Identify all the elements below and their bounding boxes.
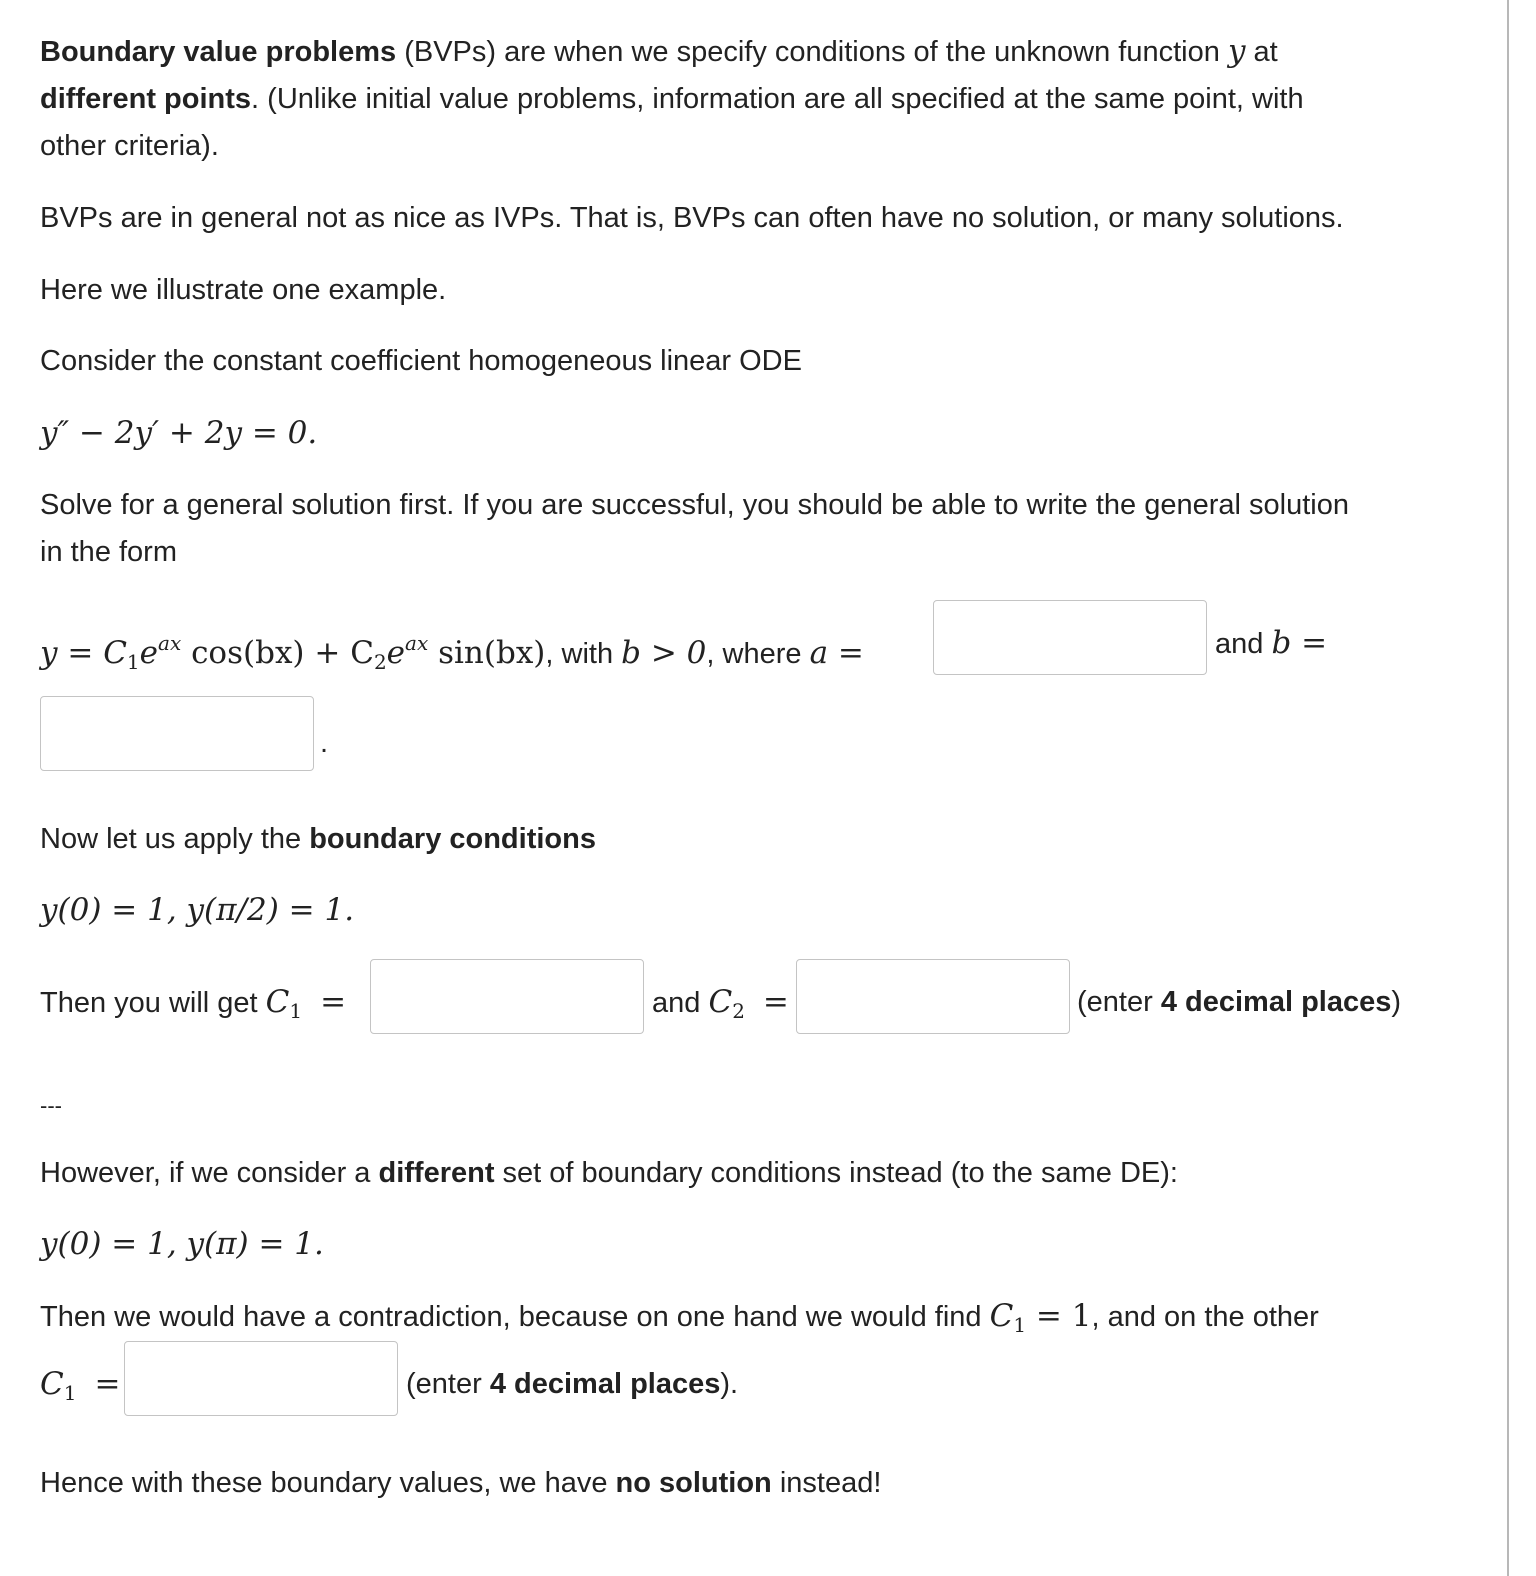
- gs-e2: e: [386, 635, 406, 671]
- intro-line-2: [40, 76, 1304, 123]
- gs-sub1: 1: [126, 650, 140, 674]
- bc1-text: y(0) = 1, y(π/2) = 1.: [40, 892, 355, 928]
- gs-exp1: ax: [158, 631, 182, 655]
- intro-text-1: (BVPs) are when we specify conditions of the unknown function: [396, 36, 1228, 68]
- example-paragraph: Here we illustrate one example.: [40, 274, 447, 306]
- bc-intro-text: Now let us apply the: [40, 823, 310, 855]
- contradiction-line-2: [40, 1361, 120, 1417]
- solve-line-2: in the form: [40, 536, 177, 568]
- hence-bold: no solution: [615, 1467, 772, 1499]
- contradiction-post: , and on the other: [1091, 1301, 1319, 1333]
- and-b-text: and: [1215, 628, 1272, 660]
- gs-y-eq: y = C: [40, 635, 127, 671]
- bvps-paragraph: BVPs are in general not as nice as IVPs. That is, BVPs can often have no solution, or many solutions.: [40, 202, 1344, 234]
- gs-b-gt: b > 0: [621, 635, 707, 671]
- b-eq: b =: [1271, 625, 1328, 661]
- enter-post-2: ).: [720, 1368, 739, 1400]
- var-y: y: [1227, 33, 1246, 69]
- enter-bold-1: 4 decimal places: [1160, 986, 1392, 1018]
- a-answer-input[interactable]: [933, 600, 1207, 675]
- hence-post: instead!: [771, 1467, 882, 1499]
- then-get-eq: =: [320, 984, 347, 1020]
- separator: ---: [40, 1093, 62, 1118]
- ode-text: y″ − 2y′ + 2y = 0.: [40, 415, 318, 451]
- contradiction-c-line2: C: [40, 1366, 64, 1402]
- however-bold: different: [378, 1157, 495, 1189]
- enter-decimals-2: [406, 1361, 738, 1408]
- c1-contradiction-input[interactable]: [124, 1341, 398, 1416]
- enter-post-1: ): [1391, 986, 1402, 1018]
- contradiction-eq-one: = 1: [1026, 1298, 1092, 1334]
- bc1-equation: [40, 887, 354, 934]
- intro-bold-bvp: Boundary value problems: [40, 36, 397, 68]
- c2-eq: =: [762, 984, 789, 1020]
- then-get-text: Then you will get: [40, 987, 266, 1019]
- contradiction-text: Then we would have a contradiction, because on one hand we would find: [40, 1301, 990, 1333]
- hence-line: [40, 1460, 881, 1507]
- bc-intro: [40, 816, 596, 863]
- gs-exp2: ax: [405, 631, 429, 655]
- ode-equation: [40, 410, 317, 457]
- right-border: [1507, 0, 1509, 1576]
- enter-decimals-1: [1077, 979, 1401, 1026]
- and-b-label: [1215, 620, 1327, 668]
- c2-answer-input[interactable]: [796, 959, 1070, 1034]
- then-get-line: [40, 979, 346, 1035]
- contradiction-sub: 1: [1013, 1313, 1027, 1337]
- b-answer-input[interactable]: [40, 696, 314, 771]
- consider-paragraph: Consider the constant coefficient homogeneous linear ODE: [40, 345, 802, 377]
- enter-bold-2: 4 decimal places: [489, 1368, 721, 1400]
- c2-sub: 2: [732, 999, 745, 1023]
- intro-line-1: [40, 28, 1278, 76]
- then-get-sub: 1: [289, 999, 303, 1023]
- c2-c: C: [708, 984, 733, 1020]
- c1-answer-input[interactable]: [370, 959, 644, 1034]
- gs-sub2: 2: [373, 650, 387, 674]
- intro-line-3: [40, 123, 219, 170]
- intro-text-2: at: [1245, 36, 1278, 68]
- gs-cos: cos(bx) + C: [181, 635, 374, 671]
- solve-line-1: Solve for a general solution first. If you are successful, you should be able to write the general solution: [40, 489, 1349, 521]
- gs-where: , where: [706, 638, 810, 670]
- gs-with: , with: [545, 638, 622, 670]
- however-pre: However, if we consider a: [40, 1157, 379, 1189]
- gs-a-eq: a =: [809, 635, 864, 671]
- bc2-equation: [40, 1221, 324, 1268]
- gs-e1: e: [139, 635, 159, 671]
- intro-text-4: other criteria).: [40, 130, 219, 162]
- however-line: [40, 1150, 1178, 1197]
- then-get-c: C: [265, 984, 290, 1020]
- enter-pre-1: (enter: [1077, 986, 1161, 1018]
- intro-text-3: . (Unlike initial value problems, information are all specified at the same point, with: [251, 83, 1304, 115]
- and-c2-label: [652, 979, 789, 1035]
- bc-intro-bold: boundary conditions: [309, 823, 596, 855]
- contradiction-eq-line2: =: [94, 1366, 121, 1402]
- general-solution-line: [40, 620, 864, 686]
- contradiction-c: C: [989, 1298, 1014, 1334]
- enter-pre-2: (enter: [406, 1368, 490, 1400]
- and-c2-text: and: [652, 987, 709, 1019]
- b-period: .: [320, 727, 329, 759]
- however-post: set of boundary conditions instead (to the same DE):: [494, 1157, 1178, 1189]
- hence-pre: Hence with these boundary values, we have: [40, 1467, 616, 1499]
- intro-bold-different-points: different points: [40, 83, 252, 115]
- bc2-text: y(0) = 1, y(π) = 1.: [40, 1226, 324, 1262]
- gs-sin: sin(bx): [428, 635, 546, 671]
- contradiction-sub-line2: 1: [63, 1381, 77, 1405]
